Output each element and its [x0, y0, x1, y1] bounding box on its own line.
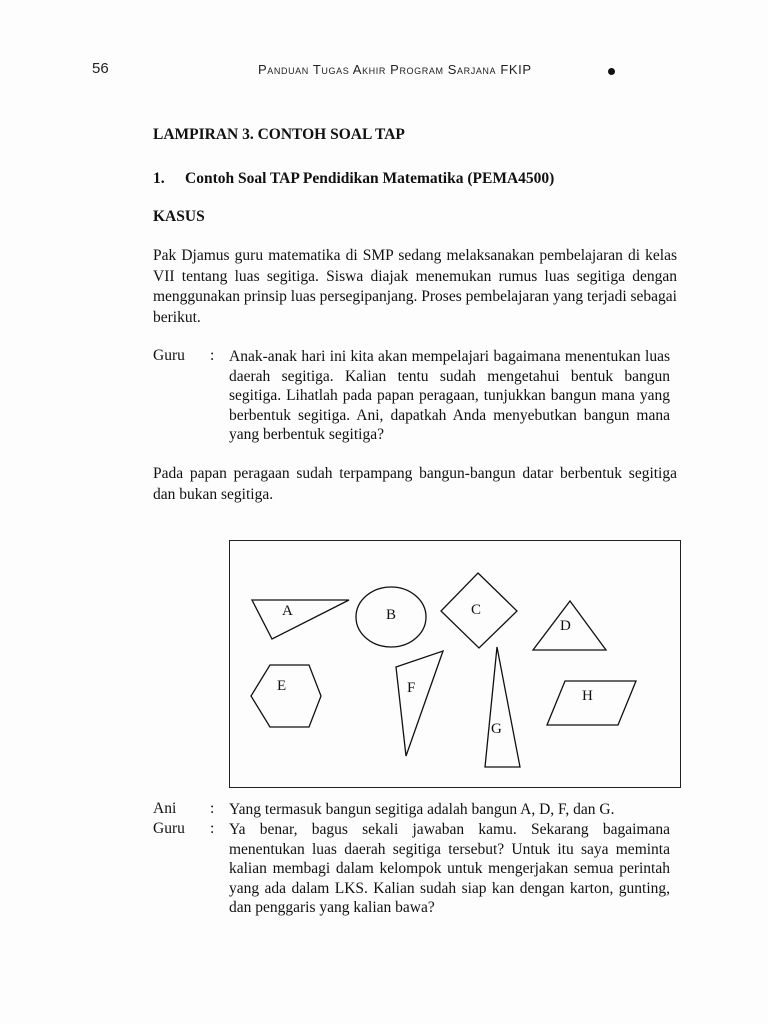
dialogue-separator: : — [210, 800, 215, 817]
display-board-paragraph: Pada papan peragaan sudah terpampang bangun-bangun datar berbentuk segitiga dan bukan segitiga. — [153, 465, 677, 503]
dialogue-text: Ya benar, bagus sekali jawaban kamu. Sekarang bagaimana menentukan luas daerah segitiga tersebut? Untuk itu saya meminta kalian membagi dalam kelompok untuk mengerjakan semua perintah yang ada dalam LKS. Kalian sudah siap kan dengan karton, gunting, dan penggaris yang kalian bawa? — [229, 821, 670, 916]
dialogue-speaker: Guru — [153, 347, 185, 364]
shape-label-e: E — [277, 678, 287, 694]
shape-label-c: C — [471, 602, 482, 618]
section-title: Contoh Soal TAP Pendidikan Matematika (PEMA4500) — [185, 170, 555, 187]
page-number: 56 — [92, 60, 109, 77]
shape-label-g: G — [491, 721, 502, 737]
shape-g-triangle — [485, 647, 520, 767]
intro-paragraph: Pak Djamus guru matematika di SMP sedang melaksanakan pembelajaran di kelas VII tentang luas segitiga. Siswa diajak menemukan rumus luas segitiga dengan menggunakan prinsip luas persegipanjang. Proses pembelajaran yang terjadi sebagai berikut. — [153, 247, 677, 326]
shape-label-h: H — [582, 688, 593, 704]
shapes-figure-svg — [230, 541, 682, 789]
section-number: 1. — [153, 170, 165, 187]
shape-label-b: B — [386, 607, 397, 623]
dialogue-text: Yang termasuk bangun segitiga adalah bangun A, D, F, dan G. — [229, 801, 615, 818]
shape-label-d: D — [560, 618, 571, 634]
dialogue-text: Anak-anak hari ini kita akan mempelajari bagaimana menentukan luas daerah segitiga. Kalian tentu sudah mengetahui bentuk bangun segitiga. Lihatlah pada papan peragaan, tunjukkan bangun mana yang berbentuk segitiga. Ani, dapatkah Anda menyebutkan bangun mana yang berbentuk segitiga? — [229, 348, 670, 443]
header-bullet-icon — [608, 68, 615, 75]
case-heading: KASUS — [153, 208, 205, 225]
running-header-title: Panduan Tugas Akhir Program Sarjana FKIP — [258, 62, 532, 77]
shape-label-f: F — [407, 680, 416, 696]
dialogue-separator: : — [210, 347, 215, 364]
appendix-heading: LAMPIRAN 3. CONTOH SOAL TAP — [153, 126, 405, 143]
shape-f-triangle — [396, 651, 443, 756]
dialogue-speaker: Guru — [153, 820, 185, 837]
shape-e-hexagon — [251, 665, 321, 727]
shape-label-a: A — [282, 603, 293, 619]
dialogue-separator: : — [210, 820, 215, 837]
shape-a-triangle — [252, 600, 349, 639]
shapes-figure — [229, 540, 681, 788]
dialogue-speaker: Ani — [153, 800, 177, 817]
